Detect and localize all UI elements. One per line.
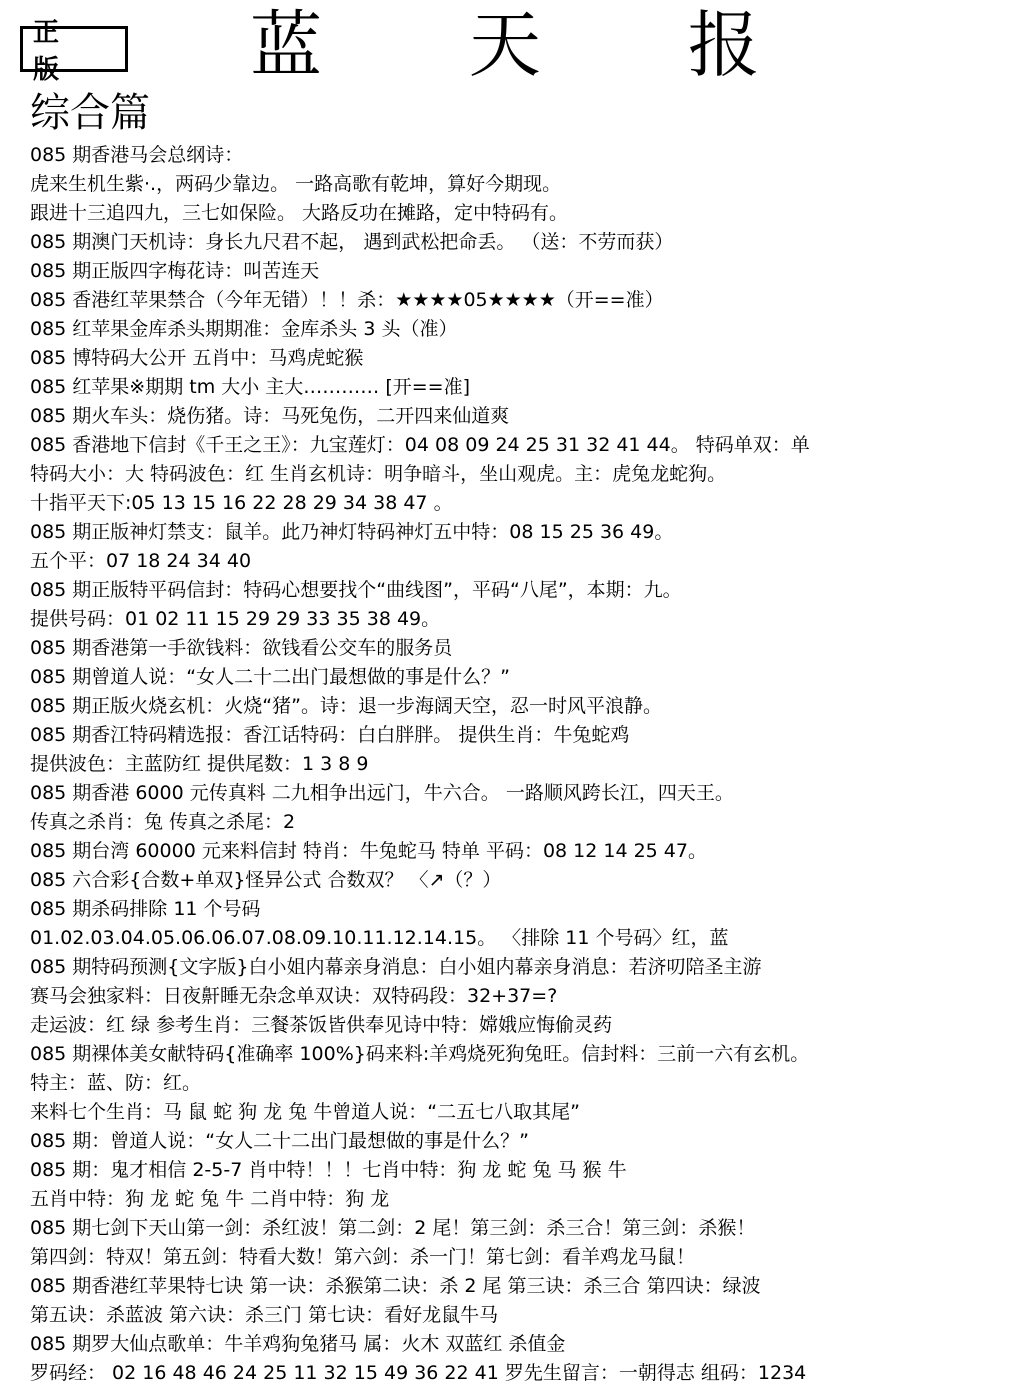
text-line: 085 期七剑下天山第一剑：杀红波！第二剑：2 尾！第三剑：杀三合！第三剑：杀猴！ — [30, 1217, 756, 1239]
text-line: 虎来生机生紫·.，两码少靠边。 一路高歌有乾坤，算好今期现。 — [30, 173, 562, 195]
text-line: 来料七个生肖：马 鼠 蛇 狗 龙 兔 牛曾道人说：“二五七八取其尾” — [30, 1101, 580, 1123]
text-line: 第五诀：杀蓝波 第六诀：杀三门 第七诀：看好龙鼠牛马 — [30, 1304, 499, 1326]
text-line: 特主：蓝、防：红。 — [30, 1072, 202, 1094]
text-line: 085 博特码大公开 五肖中：马鸡虎蛇猴 — [30, 347, 364, 369]
text-line: 085 期香港 6000 元传真料 二九相争出远门，牛六合。 一路顺风跨长江，四天王。 — [30, 782, 734, 804]
text-line: 085 期正版神灯禁支：鼠羊。此乃神灯特码神灯五中特：08 15 25 36 49。 — [30, 521, 674, 543]
text-line: 085 香港红苹果禁合（今年无错）！！杀：★★★★05★★★★（开==准） — [30, 289, 664, 311]
text-line: 085 期：鬼才相信 2-5-7 肖中特！！！七肖中特：狗 龙 蛇 兔 马 猴 牛 — [30, 1159, 627, 1181]
text-line: 传真之杀肖：兔 传真之杀尾：2 — [30, 811, 296, 833]
text-line: 085 香港地下信封《千王之王》：九宝莲灯：04 08 09 24 25 31 32 41 44。 特码单双：单 — [30, 434, 810, 456]
text-line: 跟进十三追四九，三七如保险。 大路反功在摊路，定中特码有。 — [30, 202, 569, 224]
text-line: 085 期正版四字梅花诗：叫苦连天 — [30, 260, 320, 282]
text-line: 085 红苹果金库杀头期期准：金库杀头 3 头（准） — [30, 318, 458, 340]
text-line: 五个平：07 18 24 34 40 — [30, 550, 252, 572]
text-line: 085 期台湾 60000 元来料信封 特肖：牛兔蛇马 特单 平码：08 12 14 25 47。 — [30, 840, 707, 862]
text-line: 提供波色：主蓝防红 提供尾数：1 3 8 9 — [30, 753, 369, 775]
text-line: 085 期香港红苹果特七诀 第一诀：杀猴第二诀：杀 2 尾 第三诀：杀三合 第四诀：绿波 — [30, 1275, 761, 1297]
text-line: 走运波：红 绿 参考生肖：三餐茶饭皆供奉见诗中特：嫦娥应悔偷灵药 — [30, 1014, 613, 1036]
text-line: 085 期：曾道人说：“女人二十二出门最想做的事是什么？” — [30, 1130, 529, 1152]
edition-stamp-label: 正 版 — [33, 18, 74, 85]
text-line: 085 期特码预测{文字版}白小姐内幕亲身消息：白小姐内幕亲身消息：若济叨陪圣主游 — [30, 956, 762, 978]
edition-stamp — [20, 18, 128, 85]
text-line: 十指平天下:05 13 15 16 22 28 29 34 38 47 。 — [30, 492, 453, 514]
text-line: 01.02.03.04.05.06.06.07.08.09.10.11.12.14.15。 〈排除 11 个号码〉红，蓝 — [30, 927, 729, 949]
text-line: 085 期火车头：烧伤猪。诗：马死兔伤，二开四来仙道爽 — [30, 405, 510, 427]
text-line: 085 期罗大仙点歌单：牛羊鸡狗兔猪马 属：火木 双蓝红 杀值金 — [30, 1333, 566, 1355]
newspaper-title: 蓝 天 报 — [250, 3, 822, 87]
text-line: 085 期曾道人说：“女人二十二出门最想做的事是什么？” — [30, 666, 510, 688]
text-line: 第四剑：特双！第五剑：特看大数！第六剑：杀一门！第七剑：看羊鸡龙马鼠！ — [30, 1246, 696, 1268]
content-lines — [30, 141, 810, 1388]
text-line: 085 期香港第一手欲钱料：欲钱看公交车的服务员 — [30, 637, 453, 659]
text-line: 085 六合彩{合数+单双}怪异公式 合数双？ 〈↗（？） — [30, 869, 502, 891]
text-line: 五肖中特：狗 龙 蛇 兔 牛 二肖中特：狗 龙 — [30, 1188, 390, 1210]
text-line: 赛马会独家料：日夜鼾睡无杂念单双诀：双特码段：32+37=? — [30, 985, 558, 1007]
text-line: 085 期杀码排除 11 个号码 — [30, 898, 261, 920]
text-line: 085 期裸体美女献特码{准确率 100%}码来料:羊鸡烧死狗兔旺。信封料：三前一六有玄机。 — [30, 1043, 810, 1065]
text-line: 罗码经： 02 16 48 46 24 25 11 32 15 49 36 22 41 罗先生留言：一朝得志 组码：1234 — [30, 1362, 807, 1384]
text-line: 085 期香港马会总纲诗： — [30, 144, 244, 166]
text-line: 特码大小：大 特码波色：红 生肖玄机诗：明争暗斗，坐山观虎。主：虎兔龙蛇狗。 — [30, 463, 727, 485]
text-line: 085 期澳门天机诗：身长九尺君不起， 遇到武松把命丢。 （送：不劳而获） — [30, 231, 674, 253]
text-line: 085 红苹果※期期 tm 大小 主大………… [开==准] — [30, 376, 471, 398]
text-line: 085 期香江特码精选报：香江话特码：白白胖胖。 提供生肖：牛兔蛇鸡 — [30, 724, 630, 746]
text-line: 085 期正版火烧玄机：火烧“猪”。诗：退一步海阔天空，忍一时风平浪静。 — [30, 695, 662, 717]
text-line: 提供号码：01 02 11 15 29 29 33 35 38 49。 — [30, 608, 441, 630]
text-line: 085 期正版特平码信封：特码心想要找个“曲线图”，平码“八尾”，本期：九。 — [30, 579, 682, 601]
section-heading: 综合篇 — [30, 90, 150, 136]
